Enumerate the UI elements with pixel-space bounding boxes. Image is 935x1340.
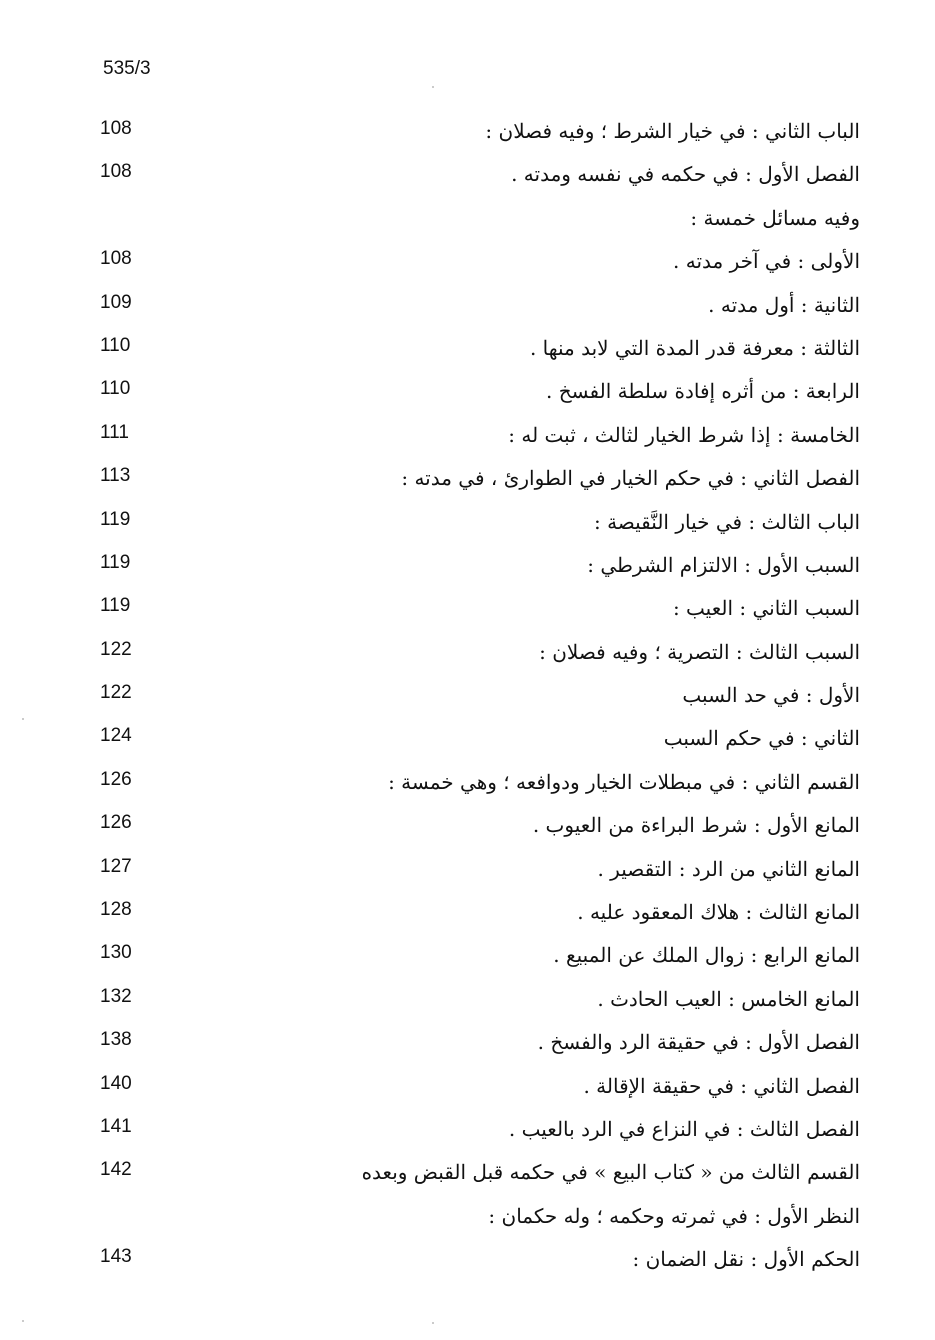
toc-entry: [0, 1065, 935, 1108]
toc-page-number: 128: [100, 899, 132, 921]
toc-entry-title: الثانية : أول مدته .: [708, 292, 860, 317]
toc-entry-title: الثالثة : معرفة قدر المدة التي لابد منها .: [529, 335, 860, 360]
toc-entry-title: الرابعة : من أثره إفادة سلطة الفسخ .: [546, 379, 860, 404]
toc-entry: [0, 457, 935, 500]
toc-entry-title: الحكم الأول : نقل الضمان :: [632, 1247, 860, 1272]
toc-page-number: 108: [100, 118, 132, 139]
toc-entry-title: النظر الأول : في ثمرته وحكمه ؛ وله حكمان :: [488, 1203, 860, 1228]
toc-page-number: 110: [100, 378, 131, 400]
toc-entry: [0, 891, 935, 934]
toc-entry-title: الأول : في حد السبب: [682, 683, 860, 708]
toc-entry-title: السبب الثاني : العيب :: [672, 596, 860, 621]
toc-entry-title: الفصل الأول : في حكمه في نفسه ومدته .: [511, 162, 860, 187]
toc-entry: [0, 501, 935, 544]
toc-entry: [0, 1021, 935, 1064]
toc-entry: [0, 197, 935, 240]
toc-entry: [0, 240, 935, 283]
toc-page-number: 140: [100, 1072, 132, 1094]
toc-entry: [0, 544, 935, 587]
toc-page-number: 127: [100, 855, 132, 877]
toc-entry-title: الباب الثالث : في خيار النَّقيصة :: [593, 509, 860, 534]
toc-entry: [0, 804, 935, 847]
toc-entry: [0, 631, 935, 674]
toc-entry: [0, 110, 935, 153]
toc-page-number: 124: [100, 725, 132, 747]
toc-entry-title: المانع الثاني من الرد : التقصير .: [597, 856, 860, 881]
toc-entry: [0, 1238, 935, 1281]
toc-page-number: 138: [100, 1029, 132, 1051]
toc-entry: [0, 327, 935, 370]
toc-entry-title: المانع الثالث : هلاك المعقود عليه .: [577, 900, 860, 925]
toc-page-number: 126: [100, 768, 132, 790]
toc-entry-title: القسم الثاني : في مبطلات الخيار ودوافعه ؛ وهي خمسة :: [388, 769, 860, 794]
toc-entry-title: الثاني : في حكم السبب: [663, 726, 860, 751]
toc-entry-title: المانع الرابع : زوال الملك عن المبيع .: [553, 943, 860, 968]
toc-entry: [0, 674, 935, 717]
toc-entry: [0, 978, 935, 1021]
toc-page-number: 143: [100, 1246, 132, 1268]
toc-entry-title: الباب الثاني : في خيار الشرط ؛ وفيه فصلان :: [485, 119, 860, 143]
toc-entry: [0, 934, 935, 977]
toc-page-number: 130: [100, 942, 132, 964]
toc-page-number: 119: [100, 595, 131, 617]
toc-page-number: 108: [100, 161, 132, 183]
toc-entry-title: المانع الأول : شرط البراءة من العيوب .: [532, 813, 860, 838]
toc-entry: [0, 1195, 935, 1238]
toc-page-number: 110: [100, 334, 131, 356]
toc-entry: [0, 370, 935, 413]
scan-speck: [22, 1320, 24, 1322]
toc-entry: [0, 587, 935, 630]
toc-page-number: 122: [100, 682, 132, 704]
toc-page-number: 122: [100, 638, 132, 660]
toc-entry: [0, 1151, 935, 1194]
toc-page-number: 109: [100, 291, 132, 313]
toc-entry-title: القسم الثالث من « كتاب البيع » في حكمه قبل القبض وبعده: [361, 1160, 860, 1185]
toc-page-number: 108: [100, 248, 132, 270]
toc-entry: [0, 761, 935, 804]
toc-entry-title: الفصل الثالث : في النزاع في الرد بالعيب .: [508, 1116, 860, 1141]
toc-page-number: 119: [100, 551, 131, 573]
page-reference: 535/3: [103, 58, 151, 79]
toc-page-number: 126: [100, 812, 132, 834]
toc-entry: [0, 284, 935, 327]
toc-page-number: 113: [100, 465, 131, 487]
toc-entry-title: الفصل الثاني : في حقيقة الإقالة .: [583, 1073, 860, 1098]
scan-speck: [432, 1322, 434, 1324]
toc-page-number: 111: [100, 421, 129, 443]
toc-entry: [0, 1108, 935, 1151]
toc-entry: [0, 717, 935, 760]
toc-entry-title: الأولى : في آخر مدته .: [673, 249, 860, 274]
scan-speck: [432, 86, 434, 88]
toc-entry-title: السبب الأول : الالتزام الشرطي :: [587, 552, 860, 577]
toc-entry-title: السبب الثالث : التصرية ؛ وفيه فصلان :: [539, 639, 860, 664]
toc-entry: [0, 414, 935, 457]
toc-page-number: 132: [100, 985, 132, 1007]
toc-page-number: 119: [100, 508, 131, 530]
toc-entry: [0, 848, 935, 891]
toc-entry-title: الفصل الأول : في حقيقة الرد والفسخ .: [537, 1030, 860, 1055]
toc-entry-title: الفصل الثاني : في حكم الخيار في الطوارئ ، في مدته :: [401, 466, 860, 491]
table-of-contents: [0, 110, 935, 1282]
toc-page-number: 141: [100, 1115, 132, 1137]
toc-entry: [0, 153, 935, 196]
toc-page-number: 142: [100, 1159, 132, 1181]
scan-speck: [22, 718, 24, 720]
toc-entry-title: وفيه مسائل خمسة :: [690, 205, 860, 230]
toc-entry-title: المانع الخامس : العيب الحادث .: [597, 986, 860, 1011]
toc-entry-title: الخامسة : إذا شرط الخيار لثالث ، ثبت له :: [508, 422, 860, 447]
